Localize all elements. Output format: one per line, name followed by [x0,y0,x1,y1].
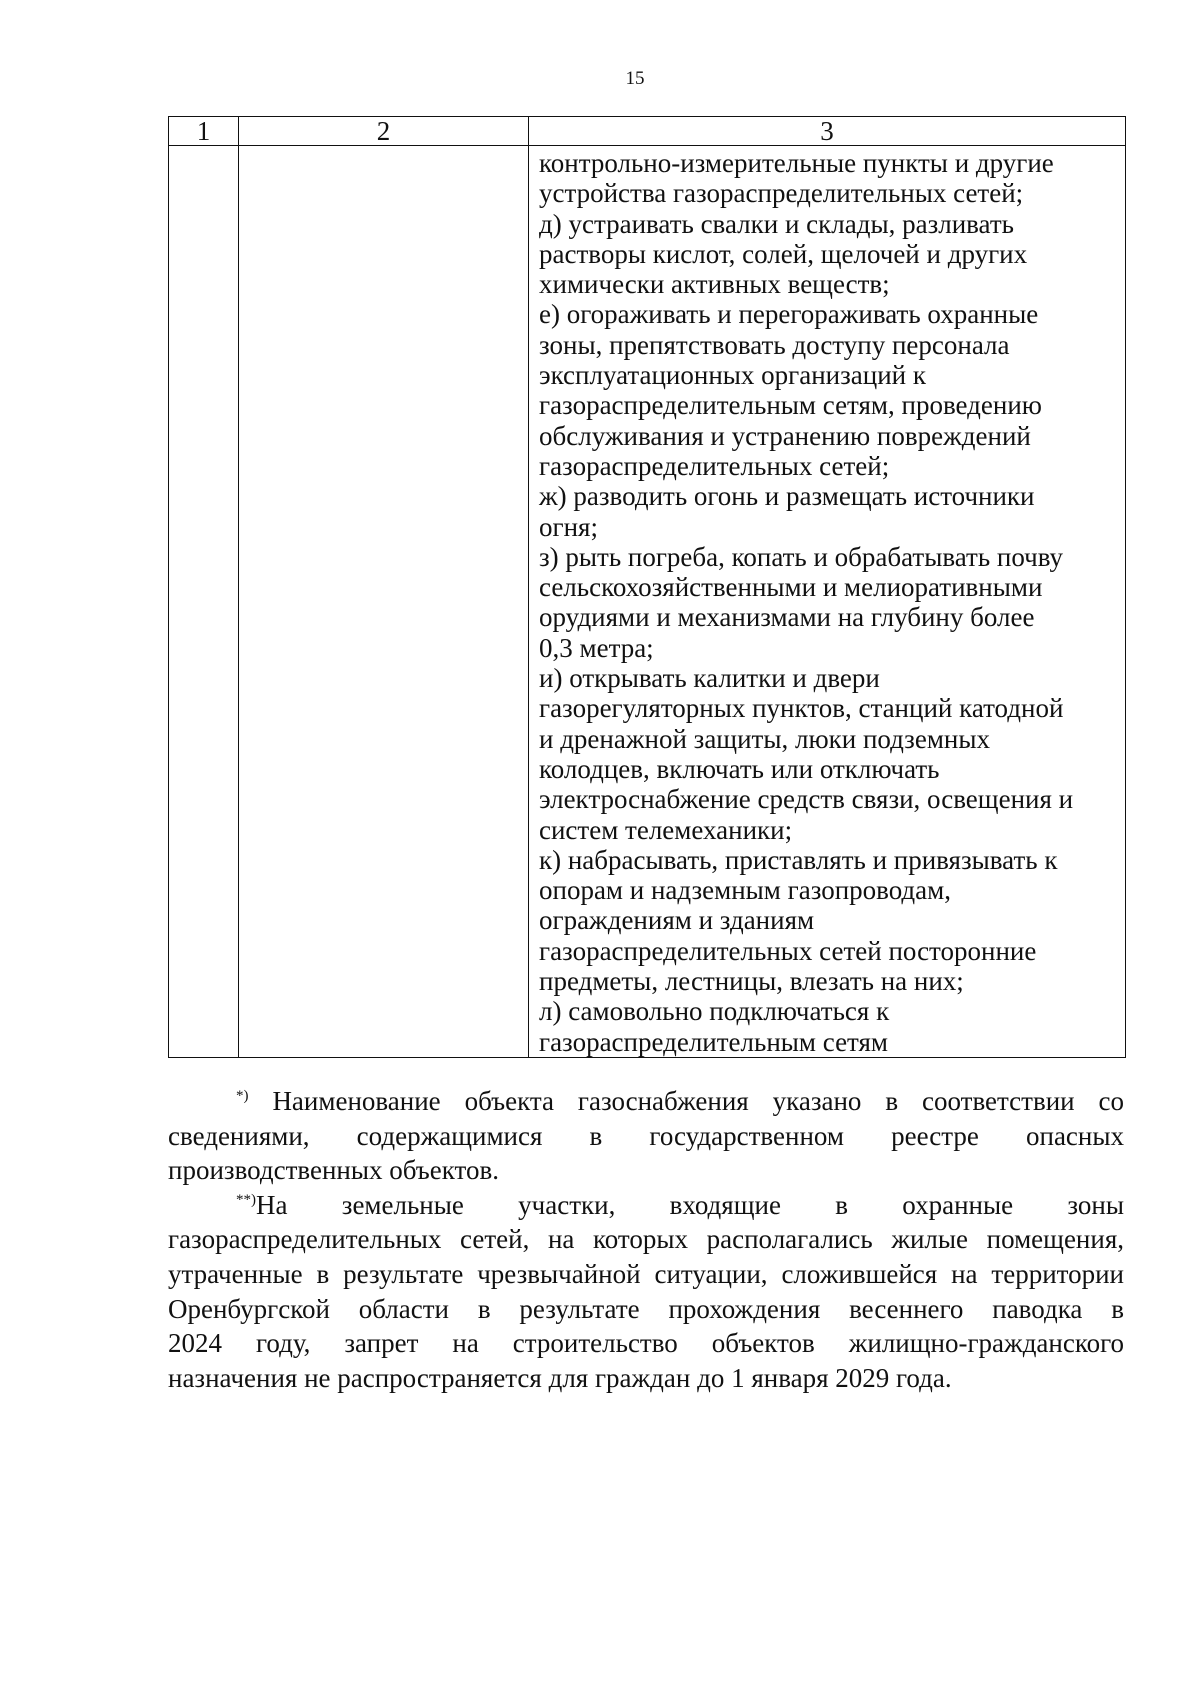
footnote-mark: **) [236,1191,256,1208]
table-text-line: е) огораживать и перегораживать охранные [539,299,1039,330]
table-text-line: газораспределительным сетям, проведению [539,390,1042,421]
cell-col-3 [529,146,1126,1058]
table-text-line: з) рыть погреба, копать и обрабатывать почву [539,541,1064,572]
footnote-line: утраченные в результате чрезвычайной ситуации, сложившейся на территории [168,1258,1124,1289]
footnote-mark: *) [236,1088,249,1104]
header-col-3: 3 [529,117,1126,146]
footnote-text: На земельные участки, входящие в охранные зоны [256,1189,1124,1220]
table-text-line: зоны, препятствовать доступу персонала [539,329,1010,360]
table-text-line: предметы, лестницы, влезать на них; [539,966,964,997]
footnote-line [168,1188,1124,1223]
table-text-line: ограждениям и зданиям [539,905,815,936]
table-text-line: электроснабжение средств связи, освещения и [539,784,1074,815]
footnote-2 [168,1188,1124,1396]
table-text-line: обслуживания и устранению повреждений [539,420,1031,451]
table-text-line: ж) разводить огонь и размещать источники [539,481,1035,512]
table-text-line: контрольно-измерительные пункты и другие [539,148,1054,178]
footnote-text: Наименование объекта газоснабжения указано в соответствии со [272,1086,1125,1116]
table-text-line: орудиями и механизмами на глубину более [539,602,1035,633]
cell-col-2 [239,146,529,1058]
table-text-line: эксплуатационных организаций к [539,360,926,391]
table-text-line: и) открывать калитки и двери [539,663,880,694]
footnote-line: 2024 году, запрет на строительство объектов жилищно-гражданского [168,1328,1124,1359]
footnotes [168,1084,1124,1395]
header-col-2: 2 [239,117,529,146]
table-text-line: газораспределительных сетей посторонние [539,935,1037,966]
content-table [168,116,1126,1058]
footnote-1 [168,1084,1124,1188]
table-header-row [169,117,1126,146]
table-text-line: растворы кислот, солей, щелочей и других [539,238,1028,269]
table-text-line: газораспределительным сетям [539,1026,888,1057]
footnote-line [168,1084,1124,1119]
table-text-line: химически активных веществ; [539,269,890,300]
table-text-line: систем телемеханики; [539,814,793,845]
footnote-line: производственных объектов. [168,1155,499,1186]
table-text-line: к) набрасывать, приставлять и привязывать к [539,844,1058,875]
footnote-line: сведениями, содержащимися в государственном реестре опасных [168,1120,1124,1151]
footnote-line: назначения не распространяется для граждан до 1 января 2029 года. [168,1362,952,1393]
table-text-line: колодцев, включать или отключать [539,753,940,784]
table-text-line: огня; [539,511,598,542]
table-text-line: устройства газораспределительных сетей; [539,178,1024,209]
table-text-line: л) самовольно подключаться к [539,996,890,1027]
cell-col-1 [169,146,239,1058]
table-text-line: опорам и надземным газопроводам, [539,875,951,906]
table-row [169,146,1126,1058]
footnote-line: газораспределительных сетей, на которых располагались жилые помещения, [168,1224,1124,1255]
table-text-line: 0,3 метра; [539,632,654,663]
table-text-line: газорегуляторных пунктов, станций катодной [539,693,1064,724]
table-text-line: и дренажной защиты, люки подземных [539,723,991,754]
table-text-line: д) устраивать свалки и склады, разливать [539,208,1014,239]
page-number: 15 [625,68,645,89]
table-text-line: сельскохозяйственными и мелиоративными [539,572,1043,603]
footnote-line: Оренбургской области в результате прохождения весеннего паводка в [168,1293,1124,1324]
header-col-1: 1 [169,117,239,146]
table-text-line: газораспределительных сетей; [539,450,890,481]
